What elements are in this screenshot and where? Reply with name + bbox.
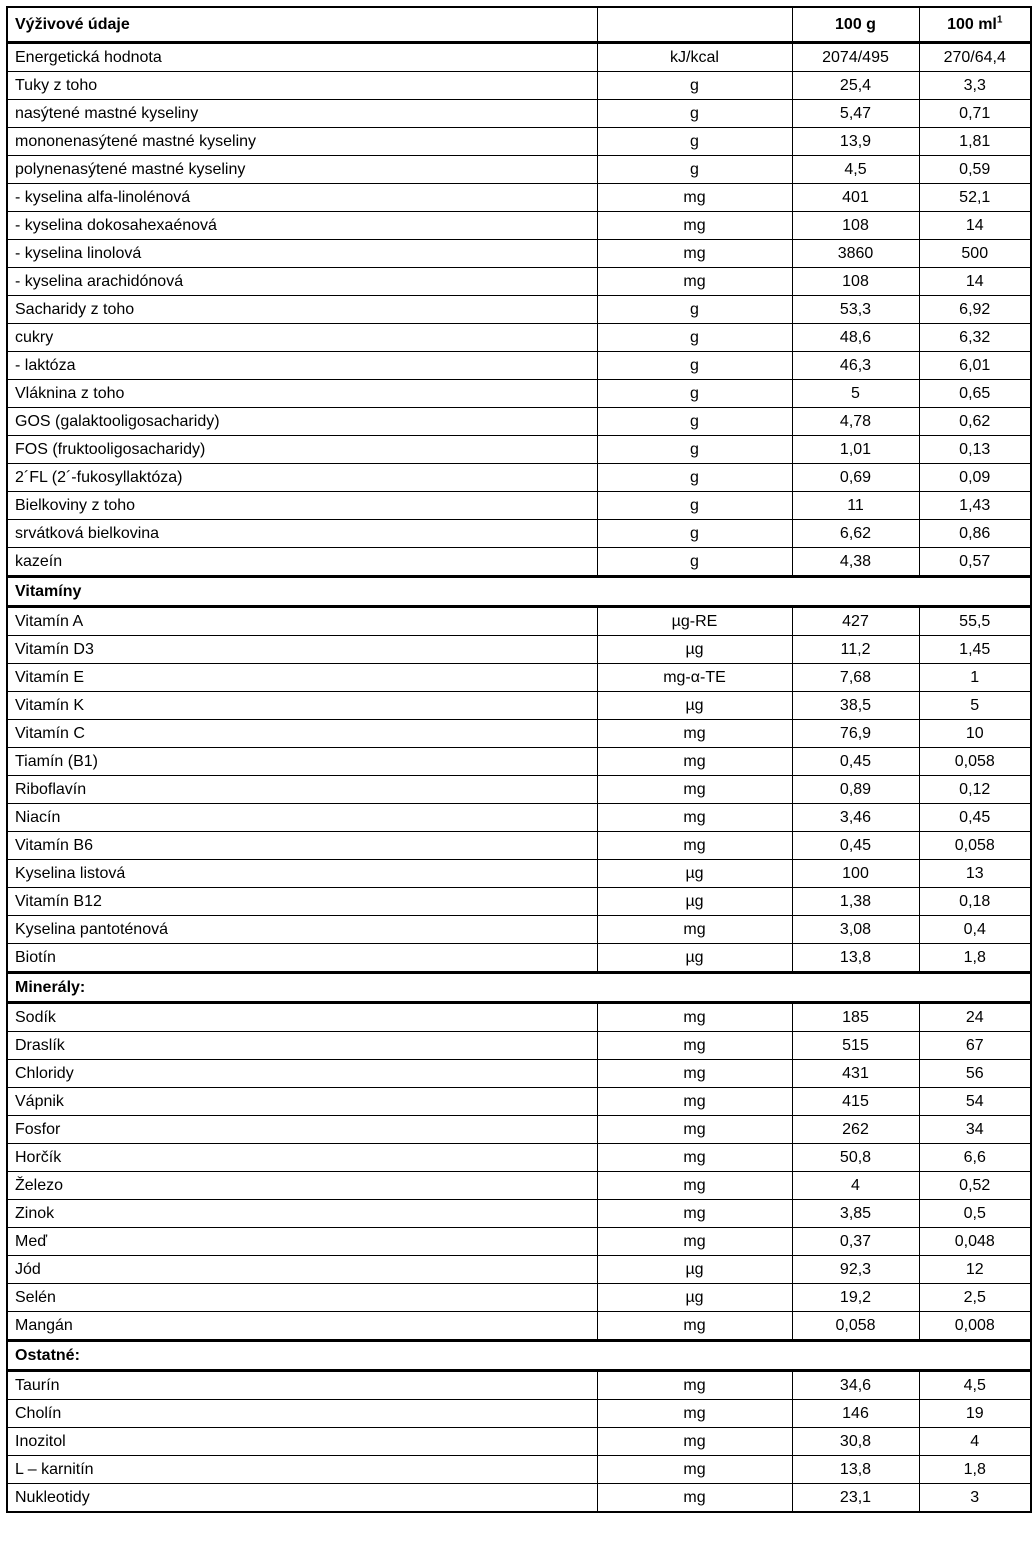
- nutrient-unit: mg: [597, 1428, 792, 1456]
- table-row: [7, 1060, 1031, 1088]
- value-per-100g: 4,78: [792, 408, 919, 436]
- value-per-100g: 0,89: [792, 776, 919, 804]
- value-per-100ml: 1,81: [919, 128, 1031, 156]
- nutrient-unit: mg: [597, 1003, 792, 1032]
- nutrient-name: - kyselina linolová: [7, 240, 597, 268]
- value-per-100ml: 56: [919, 1060, 1031, 1088]
- table-row: [7, 1428, 1031, 1456]
- nutrient-name: Horčík: [7, 1144, 597, 1172]
- value-per-100ml: 14: [919, 268, 1031, 296]
- nutrient-name: mononenasýtené mastné kyseliny: [7, 128, 597, 156]
- nutrient-unit: mg: [597, 1312, 792, 1341]
- value-per-100ml: 0,09: [919, 464, 1031, 492]
- nutrient-unit: g: [597, 464, 792, 492]
- nutrient-name: Sodík: [7, 1003, 597, 1032]
- value-per-100g: 25,4: [792, 72, 919, 100]
- table-row: [7, 1200, 1031, 1228]
- nutrient-unit: kJ/kcal: [597, 43, 792, 72]
- table-row: [7, 916, 1031, 944]
- nutrient-name: Chloridy: [7, 1060, 597, 1088]
- nutrient-name: kazeín: [7, 548, 597, 577]
- table-row: [7, 1312, 1031, 1341]
- nutrient-unit: g: [597, 72, 792, 100]
- nutrient-unit: mg: [597, 1228, 792, 1256]
- nutrient-name: Zinok: [7, 1200, 597, 1228]
- nutrient-unit: mg: [597, 1032, 792, 1060]
- table-row: [7, 352, 1031, 380]
- table-row: [7, 436, 1031, 464]
- value-per-100ml: 13: [919, 860, 1031, 888]
- header-100g: 100 g: [792, 7, 919, 43]
- nutrient-unit: g: [597, 352, 792, 380]
- value-per-100ml: 0,4: [919, 916, 1031, 944]
- nutrient-name: Vápnik: [7, 1088, 597, 1116]
- table-body: [7, 43, 1031, 1513]
- value-per-100g: 13,9: [792, 128, 919, 156]
- nutrient-name: Niacín: [7, 804, 597, 832]
- nutrient-name: GOS (galaktooligosacharidy): [7, 408, 597, 436]
- value-per-100g: 401: [792, 184, 919, 212]
- value-per-100ml: 0,86: [919, 520, 1031, 548]
- value-per-100ml: 270/64,4: [919, 43, 1031, 72]
- table-row: [7, 212, 1031, 240]
- table-row: [7, 1088, 1031, 1116]
- nutrient-name: Taurín: [7, 1371, 597, 1400]
- nutrient-unit: µg: [597, 860, 792, 888]
- header-name: Výživové údaje: [7, 7, 597, 43]
- value-per-100g: 76,9: [792, 720, 919, 748]
- value-per-100g: 4,5: [792, 156, 919, 184]
- value-per-100ml: 2,5: [919, 1284, 1031, 1312]
- table-row: [7, 692, 1031, 720]
- table-row: [7, 408, 1031, 436]
- nutrient-name: 2´FL (2´-fukosyllaktóza): [7, 464, 597, 492]
- nutrient-unit: µg: [597, 692, 792, 720]
- nutrient-unit: mg: [597, 1371, 792, 1400]
- nutrient-unit: mg: [597, 748, 792, 776]
- value-per-100ml: 1: [919, 664, 1031, 692]
- table-row: [7, 607, 1031, 636]
- value-per-100g: 1,01: [792, 436, 919, 464]
- nutrient-unit: µg: [597, 944, 792, 973]
- value-per-100g: 92,3: [792, 1256, 919, 1284]
- value-per-100ml: 0,13: [919, 436, 1031, 464]
- table-row: [7, 1116, 1031, 1144]
- value-per-100g: 30,8: [792, 1428, 919, 1456]
- nutrient-name: Riboflavín: [7, 776, 597, 804]
- nutrient-unit: g: [597, 156, 792, 184]
- value-per-100ml: 500: [919, 240, 1031, 268]
- value-per-100g: 34,6: [792, 1371, 919, 1400]
- value-per-100ml: 10: [919, 720, 1031, 748]
- nutrient-unit: g: [597, 408, 792, 436]
- nutrient-name: Meď: [7, 1228, 597, 1256]
- value-per-100ml: 0,008: [919, 1312, 1031, 1341]
- value-per-100ml: 6,6: [919, 1144, 1031, 1172]
- nutrient-name: Inozitol: [7, 1428, 597, 1456]
- table-row: [7, 1400, 1031, 1428]
- value-per-100g: 108: [792, 212, 919, 240]
- nutrient-name: Cholín: [7, 1400, 597, 1428]
- value-per-100g: 46,3: [792, 352, 919, 380]
- table-row: [7, 268, 1031, 296]
- table-row: [7, 1484, 1031, 1513]
- value-per-100g: 11: [792, 492, 919, 520]
- value-per-100ml: 0,45: [919, 804, 1031, 832]
- table-row: [7, 944, 1031, 973]
- table-row: [7, 240, 1031, 268]
- value-per-100ml: 0,62: [919, 408, 1031, 436]
- table-row: [7, 636, 1031, 664]
- table-row: [7, 380, 1031, 408]
- value-per-100g: 11,2: [792, 636, 919, 664]
- table-row: [7, 520, 1031, 548]
- nutrient-unit: g: [597, 436, 792, 464]
- footnote-marker: 1: [996, 14, 1003, 26]
- value-per-100ml: 67: [919, 1032, 1031, 1060]
- nutrient-name: Jód: [7, 1256, 597, 1284]
- value-per-100ml: 0,65: [919, 380, 1031, 408]
- nutrient-unit: g: [597, 380, 792, 408]
- value-per-100g: 4: [792, 1172, 919, 1200]
- table-row: [7, 1032, 1031, 1060]
- value-per-100g: 48,6: [792, 324, 919, 352]
- nutrient-name: Kyselina pantoténová: [7, 916, 597, 944]
- nutrient-unit: mg: [597, 1088, 792, 1116]
- value-per-100g: 515: [792, 1032, 919, 1060]
- value-per-100ml: 0,52: [919, 1172, 1031, 1200]
- section-title: Vitamíny: [7, 577, 1031, 607]
- nutrient-name: Železo: [7, 1172, 597, 1200]
- header-100ml: [919, 7, 1031, 43]
- value-per-100ml: 3,3: [919, 72, 1031, 100]
- nutrient-name: FOS (fruktooligosacharidy): [7, 436, 597, 464]
- value-per-100g: 431: [792, 1060, 919, 1088]
- value-per-100ml: 1,43: [919, 492, 1031, 520]
- nutrient-name: Vitamín C: [7, 720, 597, 748]
- header-unit: [597, 7, 792, 43]
- value-per-100g: 50,8: [792, 1144, 919, 1172]
- value-per-100g: 2074/495: [792, 43, 919, 72]
- nutrient-name: Vitamín B6: [7, 832, 597, 860]
- section-header-row: [7, 577, 1031, 607]
- nutrient-unit: mg: [597, 776, 792, 804]
- value-per-100g: 6,62: [792, 520, 919, 548]
- value-per-100ml: 19: [919, 1400, 1031, 1428]
- nutrient-name: Bielkoviny z toho: [7, 492, 597, 520]
- value-per-100g: 108: [792, 268, 919, 296]
- value-per-100ml: 54: [919, 1088, 1031, 1116]
- value-per-100ml: 0,71: [919, 100, 1031, 128]
- section-header-row: [7, 1341, 1031, 1371]
- table-row: [7, 1228, 1031, 1256]
- nutrient-unit: mg: [597, 1400, 792, 1428]
- nutrient-name: Kyselina listová: [7, 860, 597, 888]
- nutrient-name: - kyselina dokosahexaénová: [7, 212, 597, 240]
- nutrition-table: [6, 6, 1032, 1513]
- value-per-100g: 13,8: [792, 944, 919, 973]
- nutrient-unit: mg: [597, 916, 792, 944]
- value-per-100ml: 0,5: [919, 1200, 1031, 1228]
- table-row: [7, 888, 1031, 916]
- table-row: [7, 1003, 1031, 1032]
- section-header-row: [7, 973, 1031, 1003]
- table-row: [7, 72, 1031, 100]
- table-row: [7, 1144, 1031, 1172]
- nutrient-unit: mg: [597, 1172, 792, 1200]
- header-100ml-label: 100 ml: [947, 16, 997, 33]
- value-per-100g: 0,45: [792, 748, 919, 776]
- value-per-100ml: 6,32: [919, 324, 1031, 352]
- nutrient-unit: g: [597, 492, 792, 520]
- value-per-100ml: 0,18: [919, 888, 1031, 916]
- table-header-row: [7, 7, 1031, 43]
- value-per-100g: 3,08: [792, 916, 919, 944]
- value-per-100g: 427: [792, 607, 919, 636]
- nutrient-name: - kyselina alfa-linolénová: [7, 184, 597, 212]
- nutrient-name: Vláknina z toho: [7, 380, 597, 408]
- nutrient-name: Vitamín K: [7, 692, 597, 720]
- nutrient-unit: mg: [597, 832, 792, 860]
- nutrient-unit: g: [597, 324, 792, 352]
- nutrient-name: Selén: [7, 1284, 597, 1312]
- value-per-100g: 5,47: [792, 100, 919, 128]
- value-per-100ml: 0,12: [919, 776, 1031, 804]
- nutrient-unit: g: [597, 548, 792, 577]
- table-row: [7, 156, 1031, 184]
- value-per-100g: 5: [792, 380, 919, 408]
- value-per-100ml: 24: [919, 1003, 1031, 1032]
- nutrient-name: Vitamín B12: [7, 888, 597, 916]
- value-per-100ml: 0,058: [919, 832, 1031, 860]
- value-per-100g: 100: [792, 860, 919, 888]
- nutrient-unit: mg: [597, 240, 792, 268]
- value-per-100ml: 1,8: [919, 1456, 1031, 1484]
- value-per-100g: 185: [792, 1003, 919, 1032]
- value-per-100ml: 3: [919, 1484, 1031, 1513]
- table-row: [7, 776, 1031, 804]
- nutrient-unit: mg: [597, 804, 792, 832]
- nutrient-name: Energetická hodnota: [7, 43, 597, 72]
- value-per-100g: 13,8: [792, 1456, 919, 1484]
- nutrient-unit: mg: [597, 1200, 792, 1228]
- value-per-100ml: 4: [919, 1428, 1031, 1456]
- table-row: [7, 1284, 1031, 1312]
- nutrient-unit: g: [597, 296, 792, 324]
- nutrient-unit: mg: [597, 1484, 792, 1513]
- nutrient-unit: µg: [597, 636, 792, 664]
- nutrient-unit: g: [597, 520, 792, 548]
- value-per-100g: 3860: [792, 240, 919, 268]
- nutrient-unit: mg: [597, 184, 792, 212]
- value-per-100g: 0,058: [792, 1312, 919, 1341]
- value-per-100ml: 5: [919, 692, 1031, 720]
- nutrient-unit: mg: [597, 268, 792, 296]
- value-per-100g: 23,1: [792, 1484, 919, 1513]
- table-row: [7, 492, 1031, 520]
- nutrient-unit: µg-RE: [597, 607, 792, 636]
- value-per-100g: 19,2: [792, 1284, 919, 1312]
- value-per-100g: 3,46: [792, 804, 919, 832]
- value-per-100ml: 1,8: [919, 944, 1031, 973]
- nutrient-name: Biotín: [7, 944, 597, 973]
- value-per-100ml: 34: [919, 1116, 1031, 1144]
- nutrient-unit: mg: [597, 720, 792, 748]
- nutrient-unit: µg: [597, 888, 792, 916]
- nutrient-name: Draslík: [7, 1032, 597, 1060]
- table-row: [7, 296, 1031, 324]
- value-per-100ml: 4,5: [919, 1371, 1031, 1400]
- value-per-100g: 3,85: [792, 1200, 919, 1228]
- table-row: [7, 464, 1031, 492]
- value-per-100ml: 12: [919, 1256, 1031, 1284]
- nutrient-name: Nukleotidy: [7, 1484, 597, 1513]
- table-row: [7, 184, 1031, 212]
- section-title: Ostatné:: [7, 1341, 1031, 1371]
- value-per-100ml: 0,57: [919, 548, 1031, 577]
- nutrition-table-wrapper: [6, 6, 1032, 1513]
- nutrient-name: Vitamín E: [7, 664, 597, 692]
- value-per-100ml: 1,45: [919, 636, 1031, 664]
- nutrient-unit: mg: [597, 1116, 792, 1144]
- value-per-100g: 0,37: [792, 1228, 919, 1256]
- value-per-100g: 146: [792, 1400, 919, 1428]
- nutrient-name: cukry: [7, 324, 597, 352]
- nutrient-name: Tuky z toho: [7, 72, 597, 100]
- value-per-100g: 415: [792, 1088, 919, 1116]
- table-row: [7, 324, 1031, 352]
- value-per-100g: 7,68: [792, 664, 919, 692]
- nutrient-name: nasýtené mastné kyseliny: [7, 100, 597, 128]
- value-per-100ml: 0,59: [919, 156, 1031, 184]
- table-row: [7, 100, 1031, 128]
- nutrient-unit: µg: [597, 1256, 792, 1284]
- nutrient-name: Fosfor: [7, 1116, 597, 1144]
- table-row: [7, 720, 1031, 748]
- value-per-100ml: 6,92: [919, 296, 1031, 324]
- nutrient-name: L – karnitín: [7, 1456, 597, 1484]
- table-row: [7, 128, 1031, 156]
- nutrient-unit: mg: [597, 1060, 792, 1088]
- table-row: [7, 748, 1031, 776]
- nutrient-name: polynenasýtené mastné kyseliny: [7, 156, 597, 184]
- value-per-100ml: 55,5: [919, 607, 1031, 636]
- nutrient-unit: mg: [597, 212, 792, 240]
- nutrient-unit: µg: [597, 1284, 792, 1312]
- value-per-100ml: 0,048: [919, 1228, 1031, 1256]
- table-row: [7, 1256, 1031, 1284]
- nutrient-name: Mangán: [7, 1312, 597, 1341]
- table-row: [7, 1371, 1031, 1400]
- nutrient-unit: mg: [597, 1456, 792, 1484]
- table-row: [7, 548, 1031, 577]
- nutrient-name: Sacharidy z toho: [7, 296, 597, 324]
- nutrient-name: Vitamín A: [7, 607, 597, 636]
- value-per-100ml: 14: [919, 212, 1031, 240]
- table-row: [7, 860, 1031, 888]
- table-row: [7, 43, 1031, 72]
- table-row: [7, 1456, 1031, 1484]
- nutrient-unit: mg-α-TE: [597, 664, 792, 692]
- value-per-100g: 53,3: [792, 296, 919, 324]
- table-row: [7, 832, 1031, 860]
- nutrient-unit: mg: [597, 1144, 792, 1172]
- nutrient-unit: g: [597, 100, 792, 128]
- nutrient-name: Vitamín D3: [7, 636, 597, 664]
- value-per-100ml: 6,01: [919, 352, 1031, 380]
- value-per-100ml: 0,058: [919, 748, 1031, 776]
- value-per-100g: 38,5: [792, 692, 919, 720]
- nutrient-name: - laktóza: [7, 352, 597, 380]
- nutrient-name: srvátková bielkovina: [7, 520, 597, 548]
- value-per-100ml: 52,1: [919, 184, 1031, 212]
- value-per-100g: 0,45: [792, 832, 919, 860]
- table-row: [7, 664, 1031, 692]
- table-row: [7, 1172, 1031, 1200]
- value-per-100g: 4,38: [792, 548, 919, 577]
- nutrient-name: - kyselina arachidónová: [7, 268, 597, 296]
- value-per-100g: 1,38: [792, 888, 919, 916]
- table-row: [7, 804, 1031, 832]
- section-title: Minerály:: [7, 973, 1031, 1003]
- nutrient-name: Tiamín (B1): [7, 748, 597, 776]
- value-per-100g: 0,69: [792, 464, 919, 492]
- value-per-100g: 262: [792, 1116, 919, 1144]
- nutrient-unit: g: [597, 128, 792, 156]
